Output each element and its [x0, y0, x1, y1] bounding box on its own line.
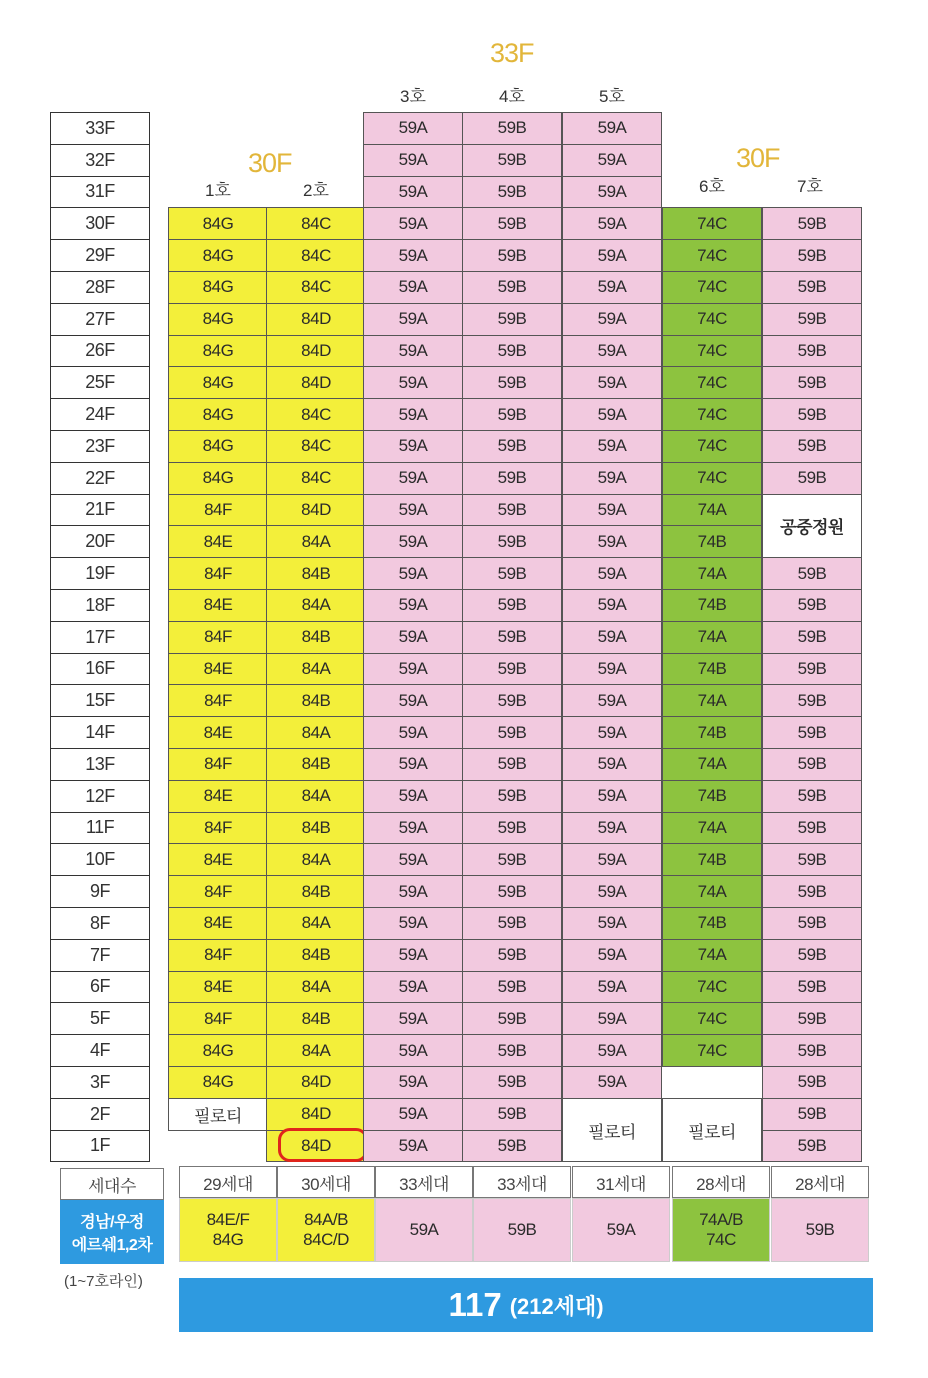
- compare-type-line: 84G: [212, 1230, 244, 1249]
- unit-cell: 84G: [168, 430, 268, 463]
- unit-cell: 84G: [168, 239, 268, 272]
- unit-cell: 59B: [762, 366, 862, 399]
- compare-label: [60, 1200, 164, 1264]
- floor-label: 29F: [50, 239, 150, 272]
- floor-label: 17F: [50, 621, 150, 654]
- compare-label-line1: 경남/우정: [80, 1214, 144, 1231]
- floor-label: 14F: [50, 716, 150, 749]
- unit-cell: 84B: [266, 748, 366, 781]
- unit-cell: 84C: [266, 430, 366, 463]
- unit-cell: 74B: [662, 525, 762, 558]
- unit-cell: 59A: [363, 780, 463, 813]
- unit-cell: 59A: [363, 589, 463, 622]
- unit-cell: 84F: [168, 557, 268, 590]
- unit-cell: 59B: [762, 271, 862, 304]
- unit-cell: 59B: [762, 398, 862, 431]
- unit-cell: 59B: [762, 462, 862, 495]
- piloti-cell: 필로티: [562, 1098, 662, 1163]
- household-count: 28세대: [771, 1166, 869, 1198]
- unit-cell: 59A: [562, 112, 662, 145]
- compare-type: [672, 1198, 770, 1262]
- floor-label: 31F: [50, 176, 150, 209]
- compare-note: (1~7호라인): [64, 1273, 143, 1290]
- unit-cell: 59B: [462, 398, 562, 431]
- floor-label: 10F: [50, 843, 150, 876]
- floor-label: 6F: [50, 971, 150, 1004]
- household-count: 33세대: [375, 1166, 473, 1198]
- unit-cell: 84A: [266, 653, 366, 686]
- floor-label: 15F: [50, 684, 150, 717]
- compare-type: [179, 1198, 277, 1262]
- unit-cell: 84A: [266, 716, 366, 749]
- unit-cell: 59A: [562, 907, 662, 940]
- unit-cell: 74A: [662, 684, 762, 717]
- unit-cell: 84A: [266, 1034, 366, 1067]
- compare-type-line: 59A: [409, 1220, 439, 1239]
- unit-cell: 84E: [168, 780, 268, 813]
- unit-cell: 84F: [168, 939, 268, 972]
- unit-cell: 84G: [168, 1066, 268, 1099]
- unit-cell: 84B: [266, 621, 366, 654]
- unit-cell: 59A: [562, 525, 662, 558]
- unit-cell: 59A: [363, 557, 463, 590]
- column-label-2: 2호: [303, 181, 329, 200]
- unit-cell: 84C: [266, 398, 366, 431]
- unit-cell: 84E: [168, 716, 268, 749]
- unit-cell: 59B: [462, 621, 562, 654]
- unit-cell: 84C: [266, 271, 366, 304]
- floor-label: 22F: [50, 462, 150, 495]
- unit-cell: 84D: [266, 303, 366, 336]
- unit-cell: 84G: [168, 271, 268, 304]
- floor-label: 30F: [50, 207, 150, 240]
- total-number: 117: [448, 1286, 502, 1323]
- unit-cell: 84F: [168, 812, 268, 845]
- household-count: 31세대: [572, 1166, 670, 1198]
- unit-cell: 59B: [462, 1066, 562, 1099]
- floor-label: 11F: [50, 812, 150, 845]
- unit-cell: 59A: [562, 144, 662, 177]
- unit-cell: 59A: [562, 684, 662, 717]
- unit-cell: 74C: [662, 1002, 762, 1035]
- compare-type-line: 59A: [606, 1220, 636, 1239]
- unit-cell: 59A: [562, 716, 662, 749]
- compare-type: [771, 1198, 869, 1262]
- unit-cell: 59B: [762, 207, 862, 240]
- unit-cell: 74B: [662, 653, 762, 686]
- unit-cell: 84A: [266, 907, 366, 940]
- compare-type: [277, 1198, 375, 1262]
- unit-cell: 74C: [662, 271, 762, 304]
- unit-cell: 84E: [168, 907, 268, 940]
- unit-cell: 59A: [562, 462, 662, 495]
- piloti-cell: 필로티: [662, 1098, 762, 1163]
- unit-cell: 59B: [462, 176, 562, 209]
- unit-cell: 59B: [462, 462, 562, 495]
- floor-label: 12F: [50, 780, 150, 813]
- households-label: 세대수: [60, 1168, 164, 1200]
- unit-cell: 84E: [168, 525, 268, 558]
- floor-label: 1F: [50, 1130, 150, 1163]
- unit-cell: 59A: [562, 366, 662, 399]
- unit-cell: 84E: [168, 653, 268, 686]
- unit-cell: 59A: [562, 971, 662, 1004]
- unit-cell: 59B: [462, 971, 562, 1004]
- unit-cell: 59A: [562, 335, 662, 368]
- unit-cell: 84B: [266, 812, 366, 845]
- unit-cell: 59B: [462, 907, 562, 940]
- unit-cell: 59B: [462, 557, 562, 590]
- unit-cell: 74B: [662, 843, 762, 876]
- unit-cell: 59B: [762, 430, 862, 463]
- unit-cell: 74C: [662, 239, 762, 272]
- floor-label: 19F: [50, 557, 150, 590]
- column-label-6: 6호: [699, 177, 725, 196]
- unit-cell: 59B: [462, 716, 562, 749]
- unit-cell: 59B: [462, 748, 562, 781]
- unit-cell: 59B: [462, 144, 562, 177]
- unit-cell: 84A: [266, 971, 366, 1004]
- unit-cell: 59B: [462, 875, 562, 908]
- unit-cell: 84G: [168, 303, 268, 336]
- unit-cell: 74C: [662, 303, 762, 336]
- unit-cell: 59A: [363, 462, 463, 495]
- unit-cell: 59A: [363, 1034, 463, 1067]
- unit-cell: 59A: [562, 939, 662, 972]
- floor-label: 24F: [50, 398, 150, 431]
- unit-cell: 84B: [266, 684, 366, 717]
- unit-cell: 84C: [266, 207, 366, 240]
- unit-cell: 59B: [462, 1098, 562, 1131]
- unit-cell: 74C: [662, 207, 762, 240]
- unit-cell: 59A: [363, 907, 463, 940]
- unit-cell: 59B: [462, 335, 562, 368]
- unit-cell: 59A: [562, 748, 662, 781]
- unit-cell: 74C: [662, 335, 762, 368]
- unit-cell: 74A: [662, 621, 762, 654]
- unit-cell: 74A: [662, 812, 762, 845]
- unit-cell: 59A: [363, 1130, 463, 1163]
- unit-cell: 59A: [562, 557, 662, 590]
- unit-cell: 59B: [762, 303, 862, 336]
- unit-cell: 59B: [462, 1034, 562, 1067]
- floor-label: 18F: [50, 589, 150, 622]
- floor-label: 9F: [50, 875, 150, 908]
- floor-label: 13F: [50, 748, 150, 781]
- unit-cell: 84B: [266, 939, 366, 972]
- unit-cell: 59B: [462, 589, 562, 622]
- top-floor-label-33f: 33F: [490, 38, 534, 68]
- unit-cell: 84F: [168, 494, 268, 527]
- unit-cell: 84G: [168, 398, 268, 431]
- unit-cell: 84A: [266, 843, 366, 876]
- unit-cell: 59B: [762, 971, 862, 1004]
- unit-cell: 59B: [462, 939, 562, 972]
- unit-cell: 59A: [363, 971, 463, 1004]
- compare-type-line: 74A/B: [699, 1210, 743, 1229]
- unit-cell: 59B: [462, 239, 562, 272]
- column-label-5: 5호: [599, 87, 625, 106]
- unit-cell: 59B: [462, 653, 562, 686]
- unit-cell: 59B: [762, 843, 862, 876]
- compare-type-line: 84E/F: [206, 1210, 250, 1229]
- unit-cell: 59A: [363, 335, 463, 368]
- unit-cell: 59B: [762, 875, 862, 908]
- unit-cell: 59A: [363, 207, 463, 240]
- unit-cell: 59B: [762, 1066, 862, 1099]
- floor-label: 23F: [50, 430, 150, 463]
- unit-cell: 59B: [762, 239, 862, 272]
- floor-label: 4F: [50, 1034, 150, 1067]
- floor-label: 26F: [50, 335, 150, 368]
- unit-cell: 59B: [462, 366, 562, 399]
- floor-label: 25F: [50, 366, 150, 399]
- unit-cell: 84F: [168, 748, 268, 781]
- floor-label: 32F: [50, 144, 150, 177]
- floor-label: 28F: [50, 271, 150, 304]
- unit-cell: 59B: [462, 525, 562, 558]
- unit-cell: 59A: [562, 1034, 662, 1067]
- unit-cell: 59A: [363, 176, 463, 209]
- column-label-7: 7호: [797, 177, 823, 196]
- floor-label: 3F: [50, 1066, 150, 1099]
- unit-cell: 59A: [562, 207, 662, 240]
- unit-cell: 74A: [662, 494, 762, 527]
- unit-cell: 필로티: [168, 1098, 268, 1131]
- unit-cell: 59A: [363, 684, 463, 717]
- unit-cell: 59A: [562, 621, 662, 654]
- unit-cell: 74C: [662, 1034, 762, 1067]
- unit-cell: 59A: [562, 430, 662, 463]
- unit-cell: 74A: [662, 557, 762, 590]
- unit-cell: 59A: [562, 875, 662, 908]
- compare-type-line: 59B: [507, 1220, 537, 1239]
- compare-type-line: 84C/D: [303, 1230, 349, 1249]
- unit-cell: 84F: [168, 1002, 268, 1035]
- unit-cell: 84G: [168, 1034, 268, 1067]
- unit-cell: 74B: [662, 589, 762, 622]
- unit-cell: 59A: [363, 653, 463, 686]
- unit-cell: 59B: [462, 271, 562, 304]
- unit-cell: 84A: [266, 780, 366, 813]
- unit-cell: 59A: [562, 176, 662, 209]
- floor-label: 8F: [50, 907, 150, 940]
- unit-cell: 84D: [266, 1098, 366, 1131]
- unit-cell: 59A: [562, 239, 662, 272]
- unit-cell: 59A: [363, 430, 463, 463]
- unit-cell: 59B: [462, 780, 562, 813]
- unit-cell: 59B: [762, 335, 862, 368]
- unit-cell: 84G: [168, 207, 268, 240]
- household-count: 29세대: [179, 1166, 277, 1198]
- unit-cell: 59B: [762, 1098, 862, 1131]
- unit-cell: 59B: [762, 780, 862, 813]
- unit-cell: 74C: [662, 398, 762, 431]
- unit-cell: 59B: [762, 684, 862, 717]
- unit-cell: 59B: [462, 843, 562, 876]
- unit-cell: 59B: [462, 112, 562, 145]
- unit-cell: 84C: [266, 239, 366, 272]
- unit-cell: 59A: [363, 271, 463, 304]
- unit-cell: 84D: [266, 335, 366, 368]
- unit-cell: 59A: [562, 271, 662, 304]
- unit-cell: 59A: [562, 780, 662, 813]
- household-count: 30세대: [277, 1166, 375, 1198]
- unit-cell: 59B: [762, 557, 862, 590]
- unit-cell: 59B: [762, 1002, 862, 1035]
- unit-cell: 74C: [662, 971, 762, 1004]
- household-count: 33세대: [473, 1166, 571, 1198]
- unit-cell: 84F: [168, 684, 268, 717]
- floor-label: 16F: [50, 653, 150, 686]
- unit-cell: 59A: [363, 525, 463, 558]
- unit-cell: 84C: [266, 462, 366, 495]
- compare-type: [572, 1198, 670, 1262]
- unit-cell: 84D: [266, 1066, 366, 1099]
- compare-type: [473, 1198, 571, 1262]
- unit-cell: 74A: [662, 939, 762, 972]
- unit-cell: 59A: [562, 398, 662, 431]
- unit-cell: 59A: [363, 494, 463, 527]
- unit-cell: 84D: [266, 1130, 366, 1163]
- compare-label-line2: 에르쉐1,2차: [71, 1237, 153, 1254]
- unit-cell: 59B: [762, 589, 862, 622]
- unit-cell: 59B: [762, 939, 862, 972]
- unit-cell: 84E: [168, 971, 268, 1004]
- unit-cell: 84E: [168, 589, 268, 622]
- unit-cell: 84D: [266, 366, 366, 399]
- unit-cell: 59B: [762, 653, 862, 686]
- unit-cell: 59B: [462, 303, 562, 336]
- unit-cell: 84F: [168, 875, 268, 908]
- unit-cell: 59A: [363, 1066, 463, 1099]
- unit-cell: 84F: [168, 621, 268, 654]
- floor-label: 5F: [50, 1002, 150, 1035]
- unit-cell: 59A: [363, 748, 463, 781]
- column-label-1: 1호: [205, 181, 231, 200]
- unit-cell: 59A: [363, 1098, 463, 1131]
- unit-cell: 59B: [762, 1130, 862, 1163]
- unit-cell: 59A: [363, 875, 463, 908]
- unit-cell: 74A: [662, 875, 762, 908]
- unit-cell: 59B: [462, 1130, 562, 1163]
- highlighted-unit-outline: [278, 1128, 368, 1162]
- unit-cell: 59A: [562, 589, 662, 622]
- unit-cell: 59A: [562, 653, 662, 686]
- unit-cell: 59A: [363, 1002, 463, 1035]
- unit-cell: 59A: [363, 144, 463, 177]
- unit-cell: 59A: [363, 939, 463, 972]
- unit-cell: 59A: [363, 716, 463, 749]
- unit-cell: 59B: [462, 684, 562, 717]
- floor-label: 7F: [50, 939, 150, 972]
- unit-cell: 59A: [363, 112, 463, 145]
- unit-cell: 59A: [363, 398, 463, 431]
- unit-cell: 59B: [762, 1034, 862, 1067]
- compare-type-line: 59B: [805, 1220, 835, 1239]
- floor-label: 27F: [50, 303, 150, 336]
- unit-cell: 84G: [168, 366, 268, 399]
- unit-cell: 74B: [662, 907, 762, 940]
- unit-cell: 84D: [266, 494, 366, 527]
- unit-cell: 59B: [762, 812, 862, 845]
- compare-type-line: 74C: [706, 1230, 736, 1249]
- sky-garden-cell: 공중정원: [762, 494, 862, 559]
- unit-cell: 59B: [762, 716, 862, 749]
- unit-cell: 59A: [363, 366, 463, 399]
- unit-cell: 74C: [662, 462, 762, 495]
- unit-cell: 84B: [266, 1002, 366, 1035]
- unit-cell: 74C: [662, 366, 762, 399]
- unit-cell: 74C: [662, 430, 762, 463]
- total-households: (212세대): [509, 1293, 604, 1319]
- floor-label: 21F: [50, 494, 150, 527]
- unit-cell: 59A: [363, 239, 463, 272]
- compare-type: [375, 1198, 473, 1262]
- unit-cell: 59A: [562, 1002, 662, 1035]
- unit-cell: 59A: [562, 1066, 662, 1099]
- unit-cell: 84A: [266, 525, 366, 558]
- floor-label: 20F: [50, 525, 150, 558]
- unit-cell: 59A: [562, 843, 662, 876]
- unit-cell: 59B: [762, 748, 862, 781]
- unit-cell: 59A: [562, 812, 662, 845]
- compare-type-line: 84A/B: [304, 1210, 348, 1229]
- unit-cell: 59B: [762, 907, 862, 940]
- unit-cell: 59A: [363, 812, 463, 845]
- floor-label: 33F: [50, 112, 150, 145]
- unit-cell: 59A: [562, 303, 662, 336]
- unit-cell: 84A: [266, 589, 366, 622]
- unit-cell: 74B: [662, 780, 762, 813]
- unit-cell: 59A: [363, 303, 463, 336]
- unit-cell: 59B: [462, 207, 562, 240]
- unit-cell: 74A: [662, 748, 762, 781]
- unit-cell: 84G: [168, 335, 268, 368]
- unit-cell: 59B: [762, 621, 862, 654]
- unit-cell: 84E: [168, 843, 268, 876]
- unit-cell: 59B: [462, 1002, 562, 1035]
- right-floor-label-30f: 30F: [736, 143, 780, 173]
- total-bar: [179, 1278, 873, 1332]
- unit-cell: 84B: [266, 557, 366, 590]
- left-floor-label-30f: 30F: [248, 148, 292, 178]
- column-label-3: 3호: [400, 87, 426, 106]
- unit-cell: 59B: [462, 430, 562, 463]
- unit-cell: 74B: [662, 716, 762, 749]
- column-label-4: 4호: [499, 87, 525, 106]
- unit-cell: 59B: [462, 494, 562, 527]
- unit-cell: 84G: [168, 462, 268, 495]
- unit-cell: 59A: [363, 843, 463, 876]
- floor-label: 2F: [50, 1098, 150, 1131]
- unit-cell: 59A: [562, 494, 662, 527]
- household-count: 28세대: [672, 1166, 770, 1198]
- unit-cell: 59A: [363, 621, 463, 654]
- unit-cell: 84B: [266, 875, 366, 908]
- unit-cell: 59B: [462, 812, 562, 845]
